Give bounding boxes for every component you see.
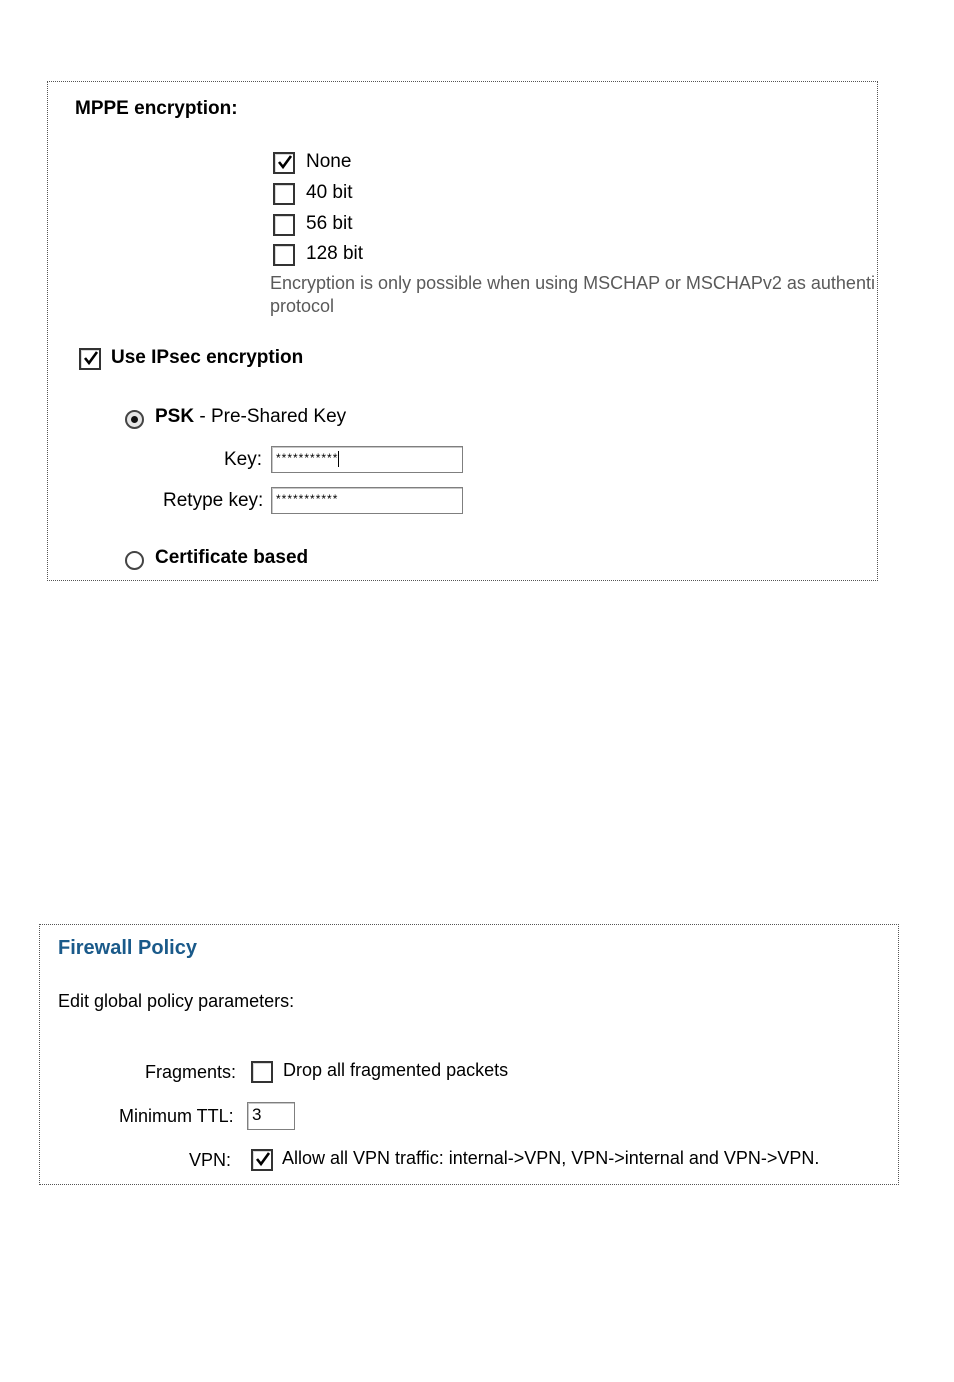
encryption-panel xyxy=(47,81,878,581)
psk-radio[interactable] xyxy=(125,410,144,429)
mppe-heading: MPPE encryption: xyxy=(75,98,238,119)
psk-subtitle: - Pre-Shared Key xyxy=(194,406,347,427)
ipsec-checkbox[interactable] xyxy=(79,348,101,370)
mppe-128bit-checkbox[interactable] xyxy=(273,244,295,266)
mppe-40bit-label: 40 bit xyxy=(306,182,353,203)
key-label: Key: xyxy=(224,449,263,470)
vpn-label: VPN: xyxy=(189,1150,232,1170)
panel-title: Firewall Policy xyxy=(58,937,197,959)
vpn-checkbox[interactable] xyxy=(251,1149,273,1171)
text-cursor xyxy=(338,451,339,467)
mppe-hint: Encryption is only possible when using MSCHAP or MSCHAPv2 as authenti protocol xyxy=(270,273,875,316)
firewall-policy-panel xyxy=(39,924,899,1185)
ttl-value: 3 xyxy=(252,1105,262,1124)
mppe-56bit-label: 56 bit xyxy=(306,213,353,234)
ttl-label: Minimum TTL: xyxy=(119,1106,234,1126)
fragments-checkbox[interactable] xyxy=(251,1061,273,1083)
mppe-none-checkbox[interactable] xyxy=(273,152,295,174)
mppe-56bit-checkbox[interactable] xyxy=(273,214,295,236)
ipsec-label: Use IPsec encryption xyxy=(111,347,304,368)
ttl-input[interactable] xyxy=(247,1102,295,1130)
mppe-40bit-checkbox[interactable] xyxy=(273,183,295,205)
psk-title: PSK xyxy=(155,406,195,427)
retype-key-label: Retype key: xyxy=(163,490,264,511)
mppe-128bit-label: 128 bit xyxy=(306,243,364,264)
fragments-label: Fragments: xyxy=(145,1062,237,1082)
vpn-option-label: Allow all VPN traffic: internal->VPN, VPN->internal and VPN->VPN. xyxy=(282,1148,820,1168)
checkmark-icon xyxy=(254,1151,272,1169)
fragments-option-label: Drop all fragmented packets xyxy=(283,1060,509,1080)
mppe-none-label: None xyxy=(306,151,352,172)
certificate-label: Certificate based xyxy=(155,547,309,568)
retype-key-input[interactable] xyxy=(271,487,463,514)
checkmark-icon xyxy=(276,154,294,172)
certificate-radio[interactable] xyxy=(125,551,144,570)
key-value: *********** xyxy=(276,451,339,466)
key-input[interactable] xyxy=(271,446,463,473)
panel-subtitle: Edit global policy parameters: xyxy=(58,991,295,1011)
retype-key-value: *********** xyxy=(276,492,339,506)
checkmark-icon xyxy=(82,350,100,368)
radio-dot-icon xyxy=(131,416,138,423)
psk-label xyxy=(155,406,346,428)
